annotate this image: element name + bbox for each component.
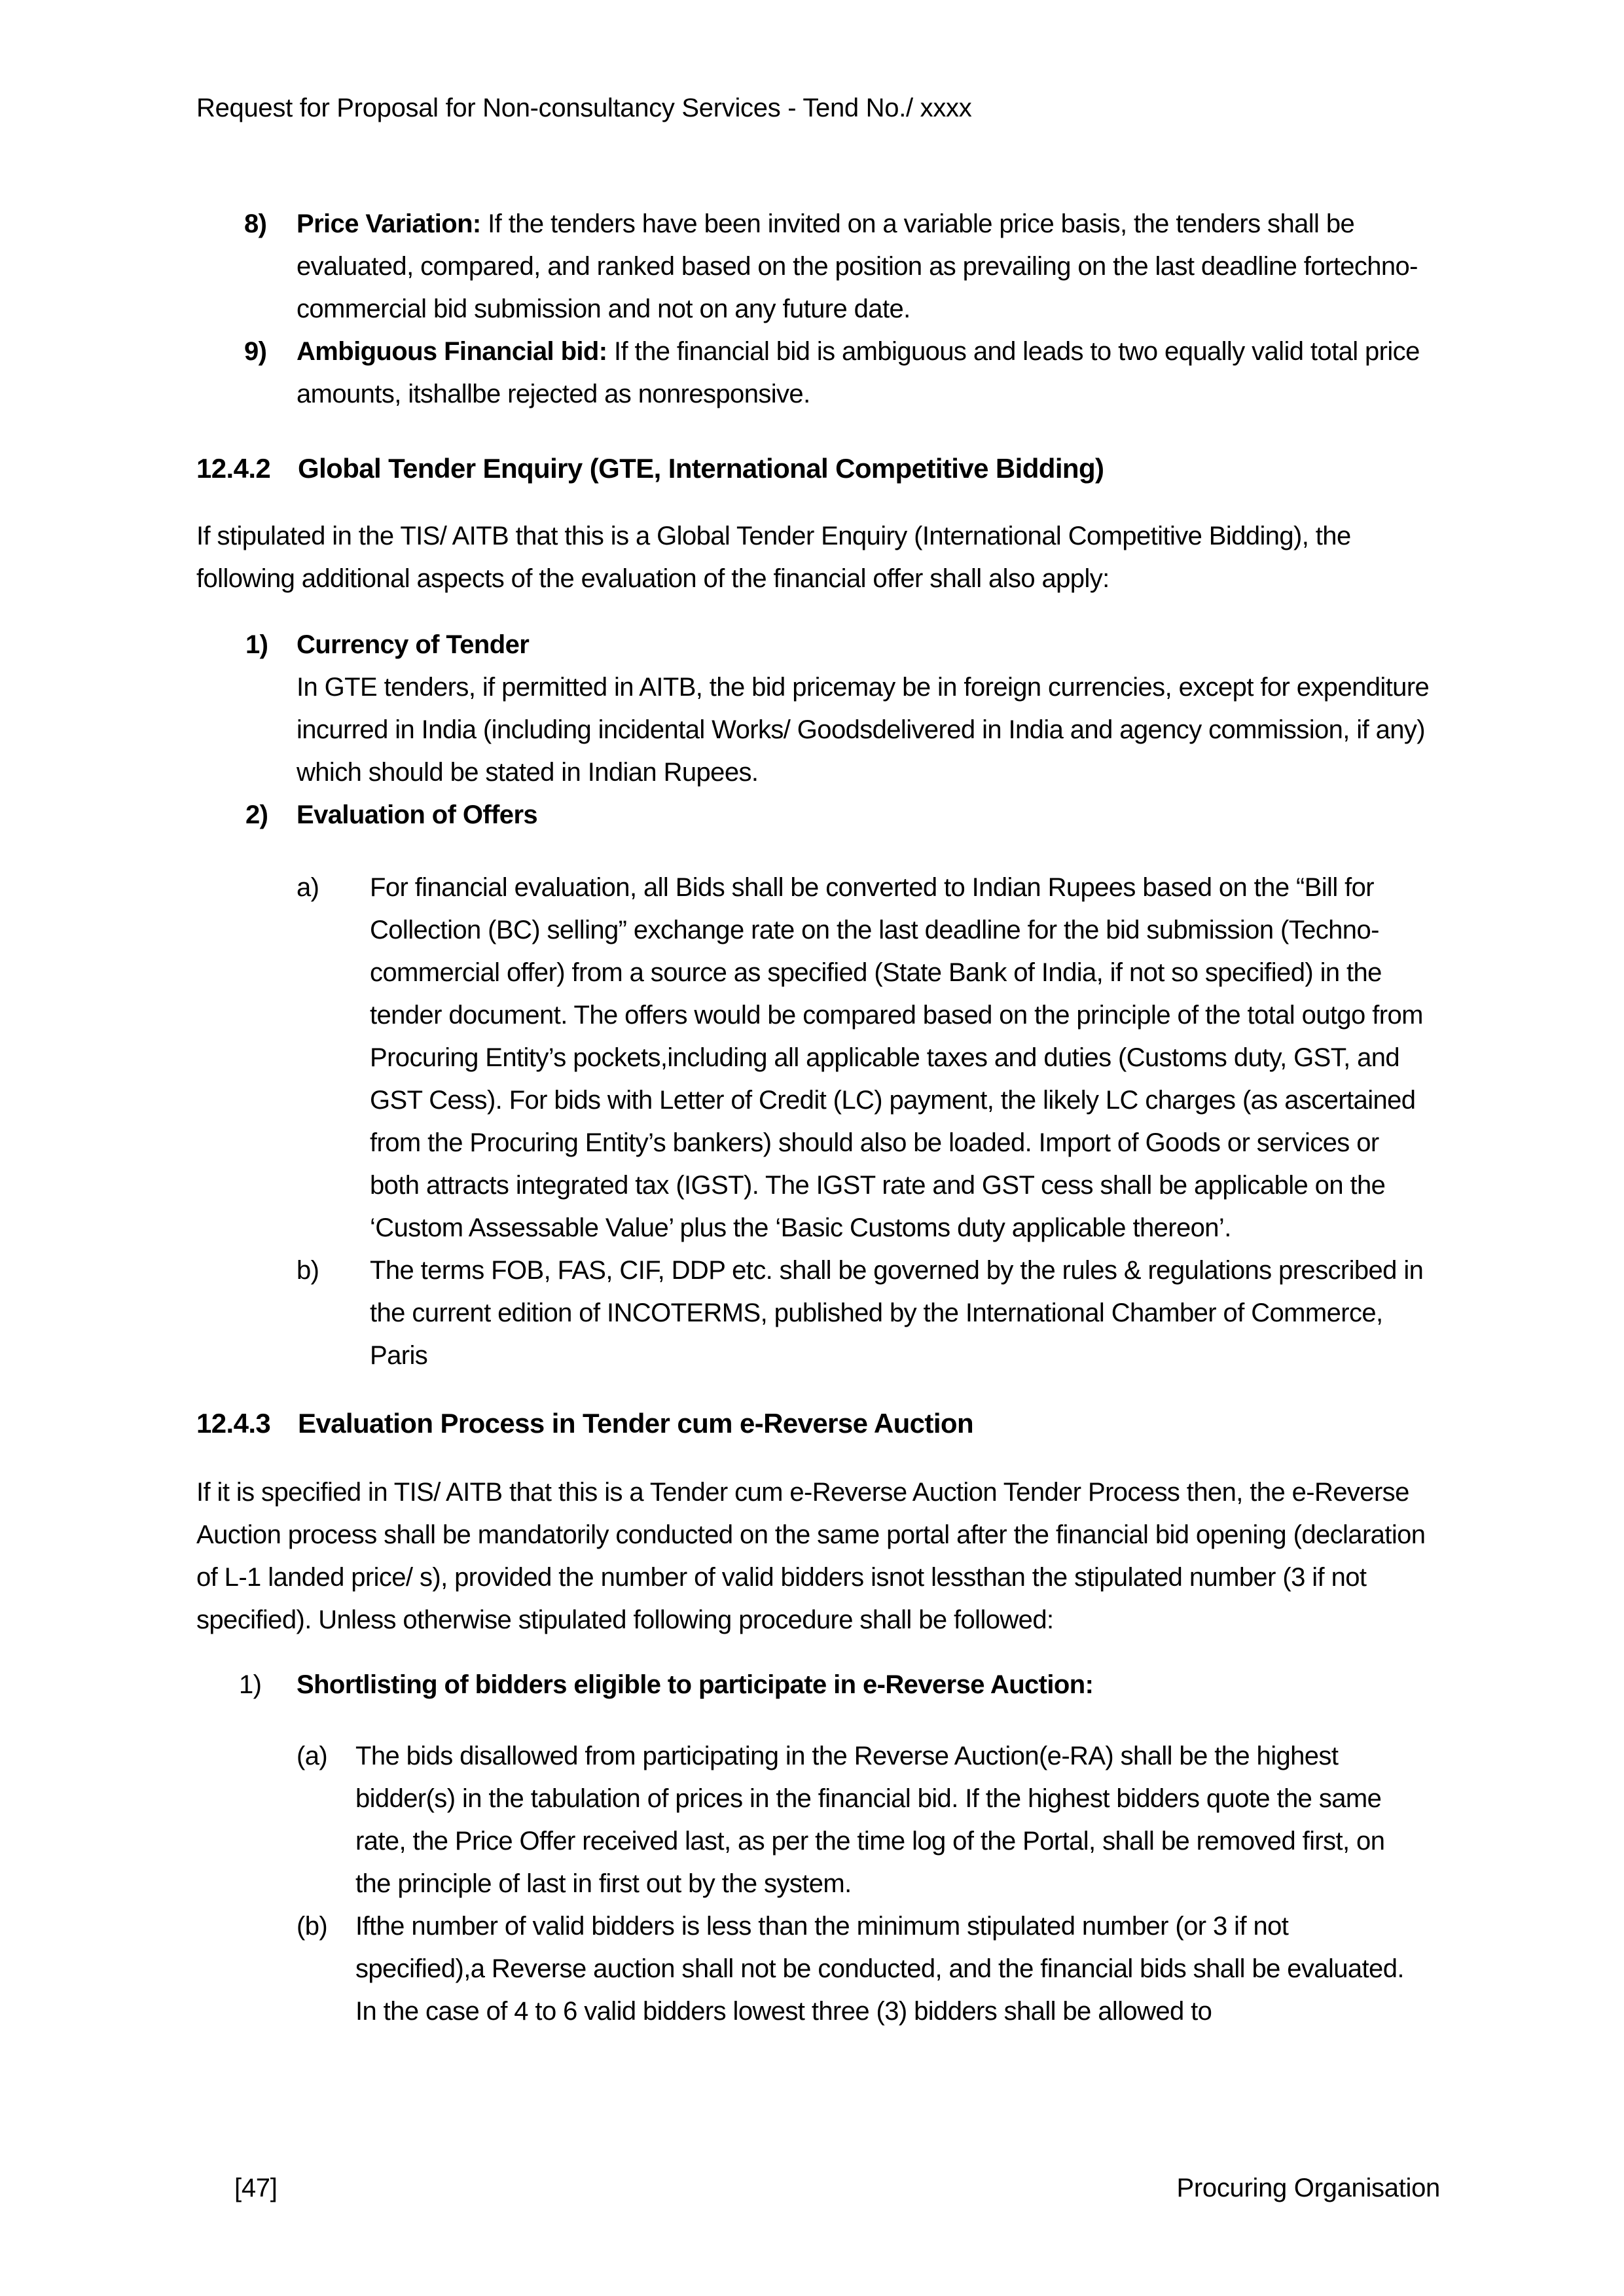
list-item-8 <box>196 203 1440 331</box>
section-12-4-3-intro <box>196 1471 1440 1641</box>
top-numbered-list <box>196 203 1440 416</box>
ra-sub-list <box>196 1735 1440 2033</box>
ra-sub-item-a <box>196 1735 1440 1905</box>
section-heading-12-4-2 <box>196 448 1440 489</box>
sub-item-a-text: For financial evaluation, all Bids shall be converted to Indian Rupees based on the “Bill for Collection (BC) selling” exchange rate on the last deadline for the bid submission (Techno-commercial offer) from a source as specified (State Bank of India, if not so specified) in the tender document. The offers would be compared based on the principle of the total outgo from Procuring Entity’s pockets,including all applicable taxes and duties (Customs duty, GST, and GST Cess). For bids with Letter of Credit (LC) payment, the likely LC charges (as ascertained from the Procuring Entity’s bankers) should also be loaded. Import of Goods or services or both attracts integrated tax (IGST). The IGST rate and GST cess shall be applicable on the ‘Custom Assessable Value’ plus the ‘Basic Customs duty applicable thereon’. <box>370 873 1423 1242</box>
intro-text: If stipulated in the TIS/ AITB that this is a Global Tender Enquiry (International Competitive Bidding), the following additional aspects of the evaluation of the financial offer shall also apply: <box>196 522 1351 593</box>
shortlisting-item-marker: 1) <box>239 1670 262 1699</box>
list-item-8-label: Price Variation: <box>297 209 481 238</box>
sub-item-a-marker: a) <box>297 873 319 902</box>
page-content <box>196 0 1440 2033</box>
intro-text: If it is specified in TIS/ AITB that this is a Tender cum e-Reverse Auction Tender Process then, the e-Reverse Auction process shall be mandatorily conducted on the same portal after the financial bid opening (declaration of L-1 landed price/ s), provided the number of valid bidders isnot lessthan the stipulated number (3 if not specified). Unless otherwise stipulated following procedure shall be followed: <box>196 1478 1426 1634</box>
gte-item-1 <box>196 624 1440 794</box>
sub-item-b <box>196 1249 1440 1377</box>
sub-item-b-marker: b) <box>297 1256 319 1285</box>
sub-item-a <box>196 867 1440 1249</box>
ra-sub-item-a-marker: (a) <box>297 1742 328 1770</box>
ra-sub-item-a-text: The bids disallowed from participating in the Reverse Auction(e-RA) shall be the highest bidder(s) in the tabulation of prices in the financial bid. If the highest bidders quote the same rate, the Price Offer received last, as per the time log of the Portal, shall be removed first, on the principle of last in first out by the system. <box>355 1742 1385 1898</box>
gte-list <box>196 624 1440 1377</box>
gte-item-2-marker: 2) <box>245 800 268 829</box>
list-item-9-marker: 9) <box>244 337 267 366</box>
sub-item-b-text: The terms FOB, FAS, CIF, DDP etc. shall be governed by the rules & regulations prescribed in the current edition of INCOTERMS, published by the International Chamber of Commerce, Paris <box>370 1256 1424 1370</box>
section-number: 12.4.2 <box>196 453 271 484</box>
list-item-9-label: Ambiguous Financial bid: <box>297 337 607 366</box>
gte-item-1-title: Currency of Tender <box>297 630 530 659</box>
gte-item-2-title: Evaluation of Offers <box>297 800 538 829</box>
evaluation-sub-list <box>196 867 1440 1377</box>
ra-sub-item-b-marker: (b) <box>297 1912 328 1941</box>
ra-sub-item-b-text: Ifthe number of valid bidders is less than the minimum stipulated number (or 3 if not specified),a Reverse auction shall not be conducted, and the financial bids shall be evaluated. In the case of 4 to 6 valid bidders lowest three (3) bidders shall be allowed to <box>355 1912 1404 2026</box>
list-item-9-text: If the financial bid is ambiguous and leads to two equally valid total price amounts, itshallbe rejected as nonresponsive. <box>297 337 1420 408</box>
section-heading-12-4-3 <box>196 1403 1440 1444</box>
section-12-4-2-intro <box>196 515 1440 600</box>
shortlisting-item <box>196 1664 1440 1706</box>
shortlisting-item-title: Shortlisting of bidders eligible to participate in e-Reverse Auction: <box>297 1670 1094 1699</box>
footer-organisation: Procuring Organisation <box>1176 2174 1440 2202</box>
page-footer <box>196 2172 1440 2204</box>
list-item-9 <box>196 331 1440 416</box>
section-title: Global Tender Enquiry (GTE, International Competitive Bidding) <box>298 453 1104 484</box>
section-title: Evaluation Process in Tender cum e-Reverse Auction <box>298 1408 973 1439</box>
list-item-8-text: If the tenders have been invited on a variable price basis, the tenders shall be evaluated, compared, and ranked based on the position as prevailing on the last deadline fortechno-commercial bid submission and not on any future date. <box>297 209 1418 323</box>
ra-sub-item-b <box>196 1905 1440 2033</box>
footer-page-number: [47] <box>234 2174 278 2202</box>
gte-item-2 <box>196 794 1440 836</box>
section-number: 12.4.3 <box>196 1408 271 1439</box>
list-item-8-marker: 8) <box>244 209 267 238</box>
header-title: Request for Proposal for Non-consultancy Services - Tend No./ xxxx <box>196 94 972 122</box>
gte-item-1-text: In GTE tenders, if permitted in AITB, the bid pricemay be in foreign currencies, except for expenditure incurred in India (including incidental Works/ Goodsdelivered in India and agency commission, if any) which should be stated in Indian Rupees. <box>297 673 1430 787</box>
page-header <box>196 0 1440 124</box>
gte-item-1-marker: 1) <box>245 630 268 659</box>
